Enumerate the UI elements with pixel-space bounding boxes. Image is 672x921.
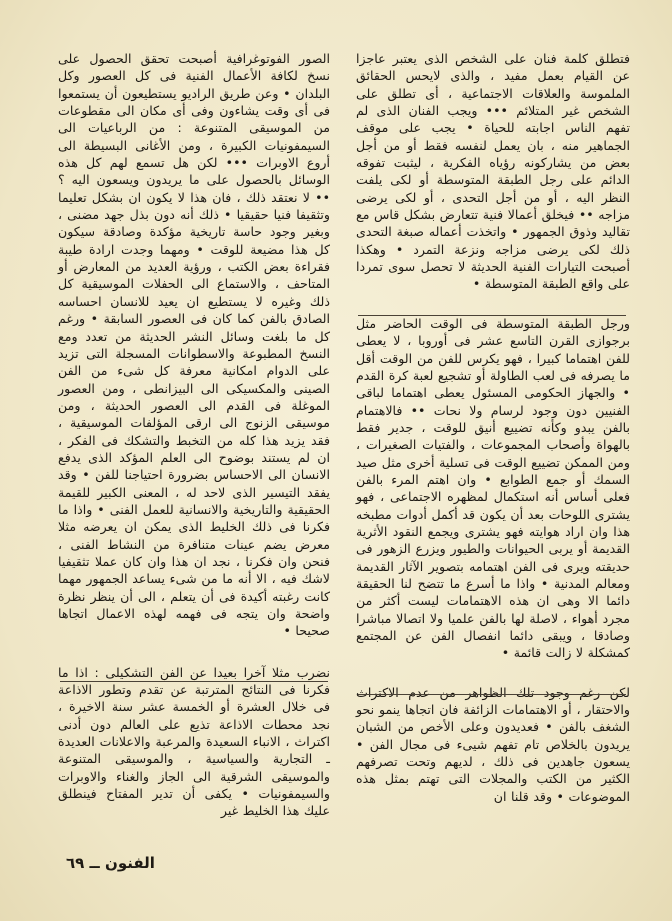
right-column-divider-1	[358, 315, 626, 316]
left-text-column	[58, 50, 330, 820]
right-paragraph-1: فتطلق كلمة فنان على الشخص الذى يعتبر عاجزا عن القيام بعمل مفيد ، والذى لايحس الحقائق الملموسة والعلاقات الاجتماعية ، أى تطلق على الشخص غير المتلائم ••• ويجب الفنان الذى لم تفهم الناس اجابته للحياة • يجب على موقف الجماهير منه ، بان يعمل لنفسه فقط أو من أجل بعض من يشاركونه رؤياه الفكرية ، ليثبت تفوقه الدائم على رجل الطبقة المتوسطة أو لكى يلفت النظر اليه ، أو من أجل التحدى ، أو لكى يرضى مزاجه •• فيخلق أعمالا فنية تتعارض بشكل قاس مع تقاليد وذوق الجمهور • واتخذت أعماله صبغة التحدى ذلك لكى يرضى مزاجه ونزعة التمرد • وهكذا أصبحت التيارات الفنية الحديثة لا تحصل سوى تمردا على واقع الطبقة المتوسطة •	[356, 51, 630, 292]
left-paragraph-1: الصور الفوتوغرافية أصبحت تحقق الحصول على نسخ لكافة الأعمال الفنية فى كل العصور وكل البلدان • وعن طريق الراديو يستطيعون أن يستمعوا فى أى وقت يشاءون وفى أى مكان الى مقطوعات من الموسيقى المتنوعة : من الرباعيات الى السيمفونيات الكبيرة ، ومن الأغانى البسيطة الى أروع الاوبرات ••• لكن هل تسمع لهم كل هذه الوسائل بالحصول على ما يريدون ويسعون اليه ؟ •• لا نعتقد ذلك ، فان هذا لا يكون ان بشكل تعليما وتثقيفا فنيا حقيقيا • ذلك أنه دون بذل جهد مضنى ، وبغير وجود حاسة تاريخية مؤكدة وصادقة سيكون كل هذا مضيعة للوقت • ومهما وجدت ارادة طيبة فقراءة بعض الكتب ، ورؤية العديد من المعارض أو المتاحف ، والاستماع الى الحفلات الموسيقية كل ذلك وغيره لا يستطيع ان يعيد للانسان احساسه الصادق بالفن كما كان فى العصور السابقة • ورغم كل ما بلغت وسائل النشر الحديثة من تعدد ومع النسخ المطبوعة والاسطوانات المسجلة التى تزيد على الدوام امكانية معرفة كل شىء من الفن الصينى والمكسيكى الى البيزانطى ، ومن العصور الموغلة فى القدم الى العصور الحديثة ، ومن موسيقى الزنوج الى ارقى المؤلفات الموسيقية ، فقد يزيد هذا كله من التخبط والتشكك فى الفكر ، ان لم يستند بوضوح الى العلم المؤكد الذى يدفع الانسان الى الاحساس بضرورة احتياجنا للفن • وقد يفقد التيسير الذى لاحد له ، المعنى الكبير للقيمة الحقيقية والتاريخية والانسانية للعمل الفنى • واذا ما فكرنا فى ذلك الخليط الذى يمكن ان يعرضه مثلا معرض يضم عينات متنافرة من النشاط الفنى ، فنحن وان فكرنا ، نجد ان هذا وان كان عملا تثقيفيا لاشك فيه ، الا أنه ما من شىء يساعد الجمهور مهما كانت رغبته أكيدة فى أن يتعلم ، الى أن ينظر نظرة واضحة وان يتجه فى فهمه لهذه الاعمال اتجاها صحيحا •	[58, 51, 330, 639]
left-paragraph-2: نضرب مثلا آخرا بعيدا عن الفن التشكيلى : اذا ما فكرنا فى النتائج المترتبة عن تقدم وتطور الاذاعة فى خلال العشرة أو الخمسة عشر سنة الاخيرة ، نجد محطات الاذاعة تذيع على العالم دون أدنى اكتراث ، الانباء السعيدة والمرعبة والاعلانات العديدة ـ التجارية والسياسية ، والموسيقى المتنوعة والموسيقى الشرقية الى الجاز والغناء والاوبرات والسيمفونيات • يكفى أن تدير المفتاح فينطلق عليك هذا الخليط غير	[58, 664, 330, 819]
left-column-divider	[60, 681, 328, 682]
page-footer-label: الفنون ــ ٦٩	[66, 854, 155, 872]
right-text-column	[356, 50, 630, 805]
right-column-divider-2	[358, 694, 626, 695]
right-paragraph-2: ورجل الطبقة المتوسطة فى الوقت الحاضر مثل برجوازى القرن التاسع عشر فى أوروبا ، لا يعطى للفن اهتماما كبيرا ، فهو يكرس للفن من الوقت أقل ما يصرفه فى لعب الطاولة أو تشجيع لعبة كرة القدم • والجهاز الحكومى المسئول يعطى اهتماما لباقى الفنيين دون وجود لرسام ولا نحات •• فالاهتمام بالفن يبدو وكأنه تضييع أنيق للوقت ، جدير فقط بالهواة وأصحاب المجموعات ، والفتيات الصغيرات ، ومن الممكن تضييع الوقت فى تسلية أخرى مثل صيد السمك أو جمع الطوابع • وان اهتم المرء بالفن فعلى أساس أنه استكمال لمظهره الاجتماعى ، فهو يشترى اللوحات بعد أن يكون قد أكمل أدوات مطبخه هذا وان اراد هوايته فهو يشترى ويجمع النقود الأثرية القديمة أو يربى الحيوانات والطيور ويزرع الزهور فى حديقته ويرى فى الفن اهتمامه بتصوير الآثار القديمة ومعالم المدنية • واذا ما أسرع ما تتضح لنا الحقيقة دائما الا وهى ان هذه الاهتمامات ليست أكثر من مجرد أهواء ، لاصلة لها بالفن علميا ولا اتصالا مباشرا وصادقا ، ويبقى دائما انفصال الفن عن المجتمع كمشكلة لا زالت قائمة •	[356, 315, 630, 661]
right-paragraph-3: لكن رغم وجود تلك الظواهر من عدم الاكتراث والاحتقار ، أو الاهتمامات الزائفة فان اتجاها ينمو نحو الشغف بالفن • فعديدون وعلى الأخص من الشبان يريدون بالخلاص تام تفهم شيىء فى مجال الفن • يسعون جاهدين فى ذلك ، لديهم وتحت تصرفهم الكثير من الكتب والمجلات التى تهتم بمثل هذه الموضوعات • وقد قلنا ان	[356, 684, 630, 804]
